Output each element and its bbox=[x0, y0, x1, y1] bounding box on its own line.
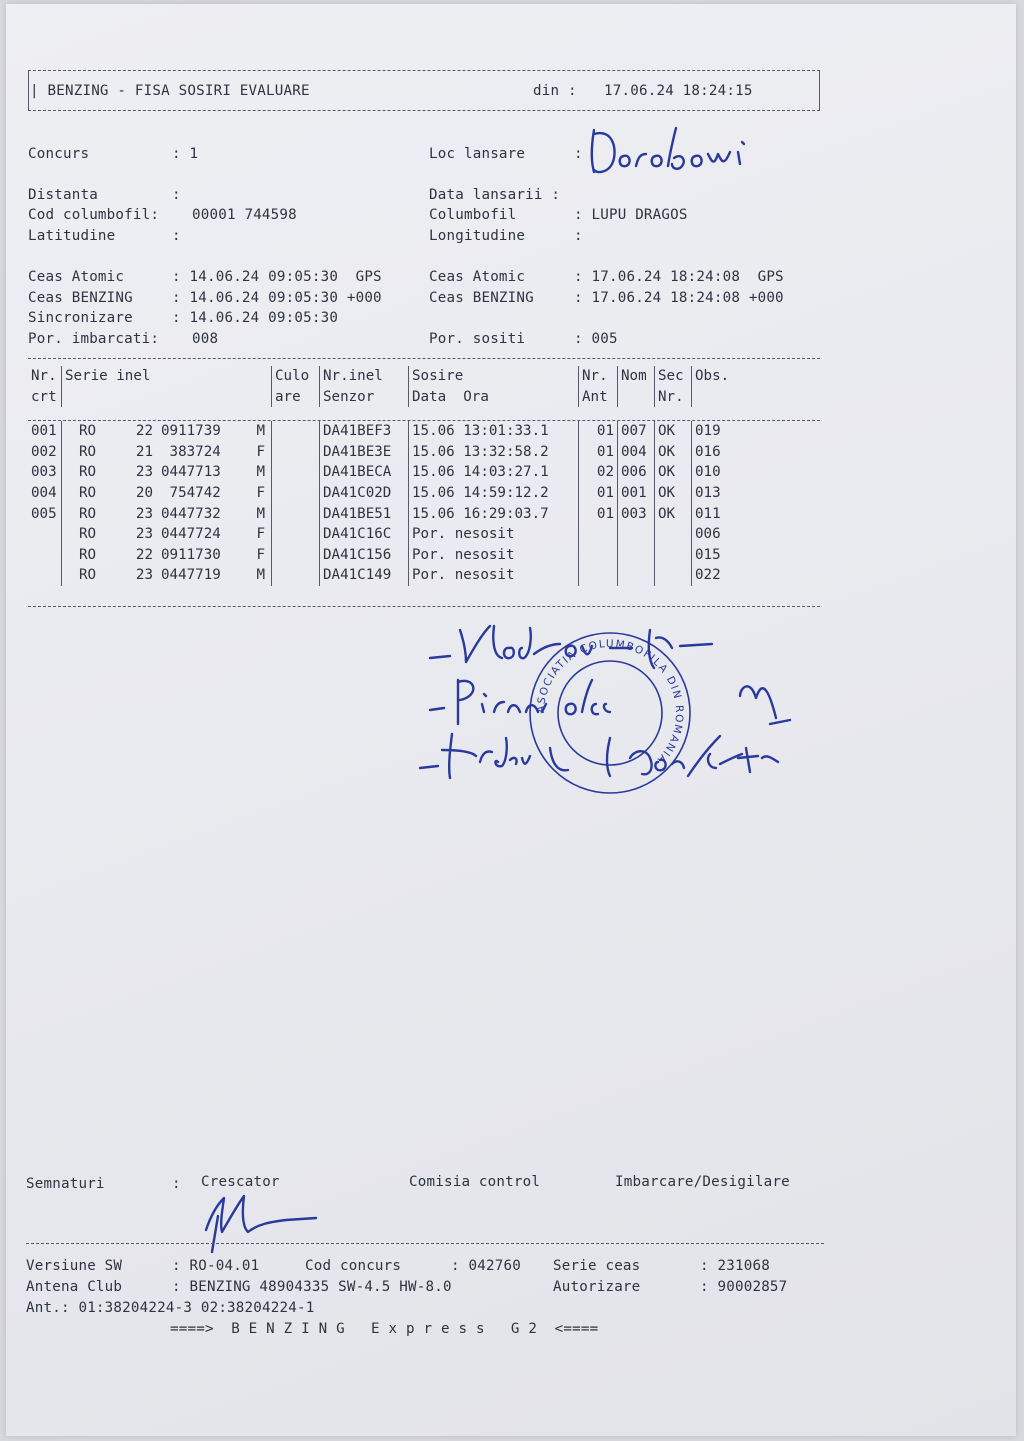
row-arrival: 15.06 16:29:03.7 bbox=[409, 504, 579, 525]
col-obs-2 bbox=[692, 387, 759, 408]
loc-lansare-value: Dorobovi bbox=[679, 152, 684, 153]
col-sosire: Sosire bbox=[409, 366, 579, 387]
row-ant: 02 bbox=[579, 462, 618, 483]
row-year: 23 bbox=[135, 567, 153, 584]
row-serie-inel bbox=[62, 504, 272, 525]
commission-signatures bbox=[410, 608, 900, 808]
row-culoare bbox=[272, 462, 320, 483]
row-ro: RO bbox=[79, 567, 97, 584]
row-culoare bbox=[272, 565, 320, 586]
row-ro: RO bbox=[79, 546, 97, 563]
row-obs: 022 bbox=[695, 567, 721, 584]
row-sensor: DA41C02D bbox=[320, 483, 409, 504]
row-obs: 013 bbox=[695, 484, 721, 501]
ceas-atomic-label-right: Ceas Atomic bbox=[429, 269, 526, 285]
row-arrival: 15.06 13:32:58.2 bbox=[409, 442, 579, 463]
row-ring: 0447719 bbox=[161, 567, 221, 584]
row-serie-inel bbox=[62, 545, 272, 566]
row-sec: OK bbox=[655, 421, 692, 442]
table-top-rule bbox=[28, 358, 820, 359]
row-sec bbox=[655, 565, 692, 586]
table-row bbox=[28, 462, 758, 483]
header-bottom-rule bbox=[28, 110, 820, 111]
col-nom-2 bbox=[618, 387, 655, 408]
row-culoare bbox=[272, 421, 320, 442]
row-year: 22 bbox=[135, 546, 153, 563]
row-obs: 019 bbox=[695, 423, 721, 440]
columbofil-label: Columbofil bbox=[429, 207, 517, 223]
semnaturi-label: Semnaturi bbox=[26, 1176, 105, 1192]
col-are: are bbox=[272, 387, 320, 408]
row-obs: 006 bbox=[695, 526, 721, 543]
row-nom: 006 bbox=[618, 462, 655, 483]
sincronizare-label: Sincronizare bbox=[28, 310, 133, 326]
row-serie-inel bbox=[62, 524, 272, 545]
row-sex: M bbox=[256, 464, 265, 481]
row-ant: 01 bbox=[579, 421, 618, 442]
row-nom bbox=[618, 565, 655, 586]
row-culoare bbox=[272, 483, 320, 504]
antenna-serials: Ant.: 01:38204224-3 02:38204224-1 bbox=[26, 1300, 315, 1316]
row-sensor: DA41C149 bbox=[320, 565, 409, 586]
col-ant: Ant bbox=[579, 387, 618, 408]
row-arrival: 15.06 14:59:12.2 bbox=[409, 483, 579, 504]
row-sensor: DA41BECA bbox=[320, 462, 409, 483]
row-sex: M bbox=[256, 423, 265, 440]
comisia-control-label: Comisia control bbox=[409, 1174, 541, 1190]
row-nom bbox=[618, 545, 655, 566]
row-culoare bbox=[272, 442, 320, 463]
col-senzor: Senzor bbox=[320, 387, 409, 408]
cod-concurs-label: Cod concurs bbox=[305, 1258, 402, 1274]
row-ant bbox=[579, 545, 618, 566]
row-arrival: 15.06 13:01:33.1 bbox=[409, 421, 579, 442]
row-year: 23 bbox=[135, 526, 153, 543]
row-sec: OK bbox=[655, 462, 692, 483]
row-year: 23 bbox=[135, 505, 153, 522]
ceas-benzing-label-right: Ceas BENZING bbox=[429, 290, 534, 306]
loc-lansare-label: Loc lansare bbox=[429, 146, 526, 162]
arrivals-table bbox=[28, 366, 758, 586]
row-nr bbox=[28, 565, 62, 586]
row-ro: RO bbox=[79, 423, 97, 440]
row-ring: 0447724 bbox=[161, 526, 221, 543]
row-sensor: DA41BE51 bbox=[320, 504, 409, 525]
imbarcati-value: 008 bbox=[192, 331, 219, 347]
col-culoare: Culo bbox=[272, 366, 320, 387]
longitudine-label: Longitudine bbox=[429, 228, 526, 244]
sincronizare-value: : 14.06.24 09:05:30 bbox=[172, 310, 339, 326]
table-row bbox=[28, 524, 758, 545]
row-ring: 754742 bbox=[161, 484, 221, 501]
row-ant bbox=[579, 524, 618, 545]
latitudine-value: : bbox=[172, 228, 181, 244]
col-nr-ant: Nr. bbox=[579, 366, 618, 387]
row-sex: F bbox=[256, 526, 265, 543]
col-serie-inel: Serie inel bbox=[62, 366, 272, 387]
autorizare-value: : 90002857 bbox=[700, 1279, 788, 1295]
versiune-sw-label: Versiune SW bbox=[26, 1258, 123, 1274]
crescator-signature bbox=[196, 1168, 326, 1258]
row-arrival: Por. nesosit bbox=[409, 565, 579, 586]
serie-ceas-value: : 231068 bbox=[700, 1258, 770, 1274]
row-ro: RO bbox=[79, 526, 97, 543]
row-sec bbox=[655, 545, 692, 566]
row-ro: RO bbox=[79, 443, 97, 460]
row-obs: 011 bbox=[695, 505, 721, 522]
col-sec: Sec bbox=[655, 366, 692, 387]
col-sec-nr: Nr. bbox=[655, 387, 692, 408]
table-header-row-2 bbox=[28, 387, 758, 408]
row-nom: 001 bbox=[618, 483, 655, 504]
row-ro: RO bbox=[79, 484, 97, 501]
table-gap bbox=[28, 407, 758, 421]
table-row bbox=[28, 565, 758, 586]
din-value: 17.06.24 18:24:15 bbox=[604, 83, 753, 99]
row-sex: M bbox=[256, 567, 265, 584]
row-sex: F bbox=[256, 443, 265, 460]
row-obs: 010 bbox=[695, 464, 721, 481]
row-sensor: DA41C16C bbox=[320, 524, 409, 545]
latitudine-label: Latitudine bbox=[28, 228, 116, 244]
din-label: din : bbox=[533, 83, 577, 99]
autorizare-label: Autorizare bbox=[553, 1279, 641, 1295]
columbofil-value: : LUPU DRAGOS bbox=[574, 207, 688, 223]
table-row bbox=[28, 421, 758, 442]
ceas-atomic-left: : 14.06.24 09:05:30 GPS bbox=[172, 269, 382, 285]
sositi-label: Por. sositi bbox=[429, 331, 526, 347]
row-nom: 007 bbox=[618, 421, 655, 442]
data-lansarii-label: Data lansarii : bbox=[429, 187, 561, 203]
distanta-label: Distanta bbox=[28, 187, 98, 203]
cod-columbofil-value: 00001 744598 bbox=[192, 207, 297, 223]
row-serie-inel bbox=[62, 565, 272, 586]
versiune-sw-value: : RO-04.01 bbox=[172, 1258, 260, 1274]
table-bottom-rule bbox=[28, 606, 820, 607]
benzing-express-banner: ====> B E N Z I N G E x p r e s s G 2 <==== bbox=[170, 1321, 599, 1337]
row-year: 22 bbox=[135, 423, 153, 440]
row-sec: OK bbox=[655, 504, 692, 525]
ceas-atomic-label: Ceas Atomic bbox=[28, 269, 125, 285]
row-ring: 0911739 bbox=[161, 423, 221, 440]
col-crt: crt bbox=[28, 387, 62, 408]
concurs-value: : 1 bbox=[172, 146, 199, 162]
row-ant bbox=[579, 565, 618, 586]
ceas-benzing-right: : 17.06.24 18:24:08 +000 bbox=[574, 290, 784, 306]
document-title: | BENZING - FISA SOSIRI EVALUARE bbox=[30, 83, 310, 99]
longitudine-value: : bbox=[574, 228, 583, 244]
antena-club-value: : BENZING 48904335 SW-4.5 HW-8.0 bbox=[172, 1279, 452, 1295]
sositi-value: : 005 bbox=[574, 331, 618, 347]
cod-columbofil-label: Cod columbofil: bbox=[28, 207, 160, 223]
row-obs: 015 bbox=[695, 546, 721, 563]
row-nr: 004 bbox=[28, 483, 62, 504]
col-nom: Nom bbox=[618, 366, 655, 387]
table-row bbox=[28, 442, 758, 463]
imbarcati-label: Por. imbarcati: bbox=[28, 331, 160, 347]
ceas-atomic-right: : 17.06.24 18:24:08 GPS bbox=[574, 269, 784, 285]
loc-lansare-colon: : bbox=[574, 146, 583, 162]
row-sensor: DA41C156 bbox=[320, 545, 409, 566]
row-sec: OK bbox=[655, 442, 692, 463]
row-serie-inel bbox=[62, 442, 272, 463]
col-data-ora: Data Ora bbox=[409, 387, 579, 408]
table-row bbox=[28, 504, 758, 525]
col-obs: Obs. bbox=[695, 368, 730, 384]
row-sensor: DA41BE3E bbox=[320, 442, 409, 463]
row-sec: OK bbox=[655, 483, 692, 504]
row-serie-inel bbox=[62, 421, 272, 442]
distanta-value: : bbox=[172, 187, 181, 203]
row-nr: 001 bbox=[28, 421, 62, 442]
row-nr bbox=[28, 545, 62, 566]
row-ant: 01 bbox=[579, 442, 618, 463]
row-obs: 016 bbox=[695, 443, 721, 460]
footer-rule bbox=[26, 1243, 824, 1244]
serie-ceas-label: Serie ceas bbox=[553, 1258, 641, 1274]
row-sex: F bbox=[256, 484, 265, 501]
row-sec bbox=[655, 524, 692, 545]
row-ring: 383724 bbox=[161, 443, 221, 460]
row-nr: 003 bbox=[28, 462, 62, 483]
row-ant: 01 bbox=[579, 504, 618, 525]
loc-lansare-handwriting bbox=[584, 122, 774, 182]
row-nr: 005 bbox=[28, 504, 62, 525]
row-arrival: Por. nesosit bbox=[409, 545, 579, 566]
antena-club-label: Antena Club bbox=[26, 1279, 123, 1295]
row-year: 20 bbox=[135, 484, 153, 501]
row-ring: 0447732 bbox=[161, 505, 221, 522]
col-nr: Nr. bbox=[28, 366, 62, 387]
concurs-label: Concurs bbox=[28, 146, 90, 162]
row-nom: 003 bbox=[618, 504, 655, 525]
row-ring: 0911730 bbox=[161, 546, 221, 563]
row-sex: M bbox=[256, 505, 265, 522]
col-nr-inel: Nr.inel bbox=[320, 366, 409, 387]
row-culoare bbox=[272, 545, 320, 566]
row-sex: F bbox=[256, 546, 265, 563]
stamp-text: ASOCIATIA COLUMBOFILA DIN ROMANIA bbox=[534, 637, 686, 767]
table-row bbox=[28, 483, 758, 504]
row-nom bbox=[618, 524, 655, 545]
table-header-row-1 bbox=[28, 366, 758, 387]
table-row bbox=[28, 545, 758, 566]
row-ant: 01 bbox=[579, 483, 618, 504]
row-nr bbox=[28, 524, 62, 545]
row-year: 21 bbox=[135, 443, 153, 460]
row-sensor: DA41BEF3 bbox=[320, 421, 409, 442]
row-ro: RO bbox=[79, 464, 97, 481]
crescator-label: Crescator bbox=[201, 1174, 280, 1190]
ceas-benzing-label: Ceas BENZING bbox=[28, 290, 133, 306]
ceas-benzing-left: : 14.06.24 09:05:30 +000 bbox=[172, 290, 382, 306]
row-arrival: Por. nesosit bbox=[409, 524, 579, 545]
semnaturi-colon: : bbox=[172, 1176, 181, 1192]
row-arrival: 15.06 14:03:27.1 bbox=[409, 462, 579, 483]
row-year: 23 bbox=[135, 464, 153, 481]
row-ro: RO bbox=[79, 505, 97, 522]
imbarcare-desigilare-label: Imbarcare/Desigilare bbox=[615, 1174, 790, 1190]
row-culoare bbox=[272, 524, 320, 545]
row-ring: 0447713 bbox=[161, 464, 221, 481]
row-culoare bbox=[272, 504, 320, 525]
row-nr: 002 bbox=[28, 442, 62, 463]
row-serie-inel bbox=[62, 483, 272, 504]
row-serie-inel bbox=[62, 462, 272, 483]
col-serie-inel-2 bbox=[62, 387, 272, 408]
row-nom: 004 bbox=[618, 442, 655, 463]
cod-concurs-value: : 042760 bbox=[451, 1258, 521, 1274]
